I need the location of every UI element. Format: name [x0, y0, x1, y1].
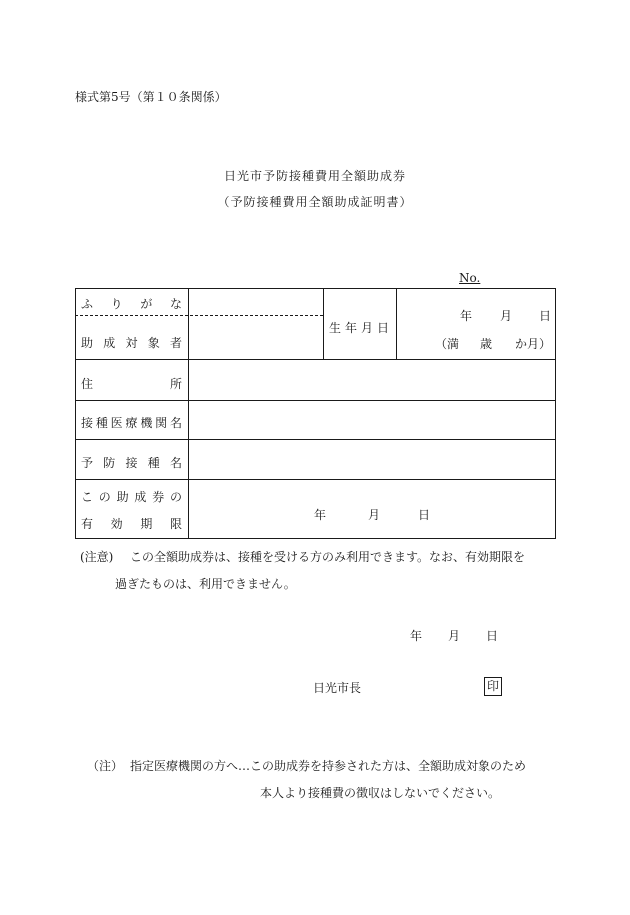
table-column-divider [396, 288, 397, 360]
table-row-divider [75, 359, 556, 360]
issue-date [410, 627, 498, 644]
table-border-right [555, 288, 556, 539]
furigana-label: ふ り が な [81, 297, 182, 311]
table-border-top [75, 288, 556, 289]
validity-month-unit: 月 [368, 508, 381, 522]
table-border-left [75, 288, 76, 539]
provider-note-line-1: 指定医療機関の方へ…この助成券を持参された方は、全額助成対象のため [130, 759, 527, 773]
document-title: 日光市予防接種費用全額助成券 [223, 169, 406, 183]
subject-label: 助 成 対 象 者 [81, 336, 182, 350]
birth-date-label: 生年月日 [329, 321, 394, 335]
birth-day-unit: 日 [539, 309, 552, 323]
vaccine-label: 予 防 接 種 名 [81, 456, 182, 470]
issue-day-unit: 日 [485, 629, 498, 643]
table-row-divider [75, 439, 556, 440]
note-text-line-2: 過ぎたものは、利用できません。 [115, 577, 296, 591]
clinic-label: 接 種 医 療 機 関 名 [81, 416, 182, 430]
serial-number-label: No. [459, 271, 481, 285]
validity-year-unit: 年 [314, 508, 327, 522]
provider-note-heading: （注） [87, 759, 124, 773]
age-open: （満 [435, 337, 460, 351]
table-column-divider [188, 288, 189, 539]
furigana-separator [75, 315, 323, 316]
note-heading: (注意) [80, 550, 114, 564]
document-subtitle: （予防接種費用全額助成証明書） [217, 195, 413, 209]
application-form-table [75, 288, 556, 539]
address-label-2: 所 [170, 377, 183, 391]
age-years-unit: 歳 [480, 337, 493, 351]
table-column-divider [323, 288, 324, 360]
issue-year-unit: 年 [410, 629, 423, 643]
table-row-divider [75, 479, 556, 480]
table-row-divider [75, 400, 556, 401]
validity-day-unit: 日 [418, 508, 431, 522]
age-months-unit: か月） [515, 337, 552, 351]
validity-label-1: こ の 助 成 券 の [81, 490, 182, 504]
issue-month-unit: 月 [447, 629, 460, 643]
validity-label-2: 有 効 期 限 [81, 517, 182, 531]
note-text-line-1: この全額助成券は、接種を受ける方のみ利用できます。なお、有効期限を [130, 550, 526, 564]
address-label-1: 住 [81, 377, 94, 391]
birth-month-unit: 月 [500, 309, 513, 323]
table-border-bottom [75, 538, 556, 539]
issuer-name: 日光市長 [313, 681, 362, 695]
provider-note-line-2: 本人より接種費の徴収はしないでください。 [260, 786, 501, 800]
form-number-label: 様式第5号（第１０条関係） [75, 90, 227, 104]
seal-stamp: 印 [484, 677, 502, 696]
birth-year-unit: 年 [460, 309, 473, 323]
